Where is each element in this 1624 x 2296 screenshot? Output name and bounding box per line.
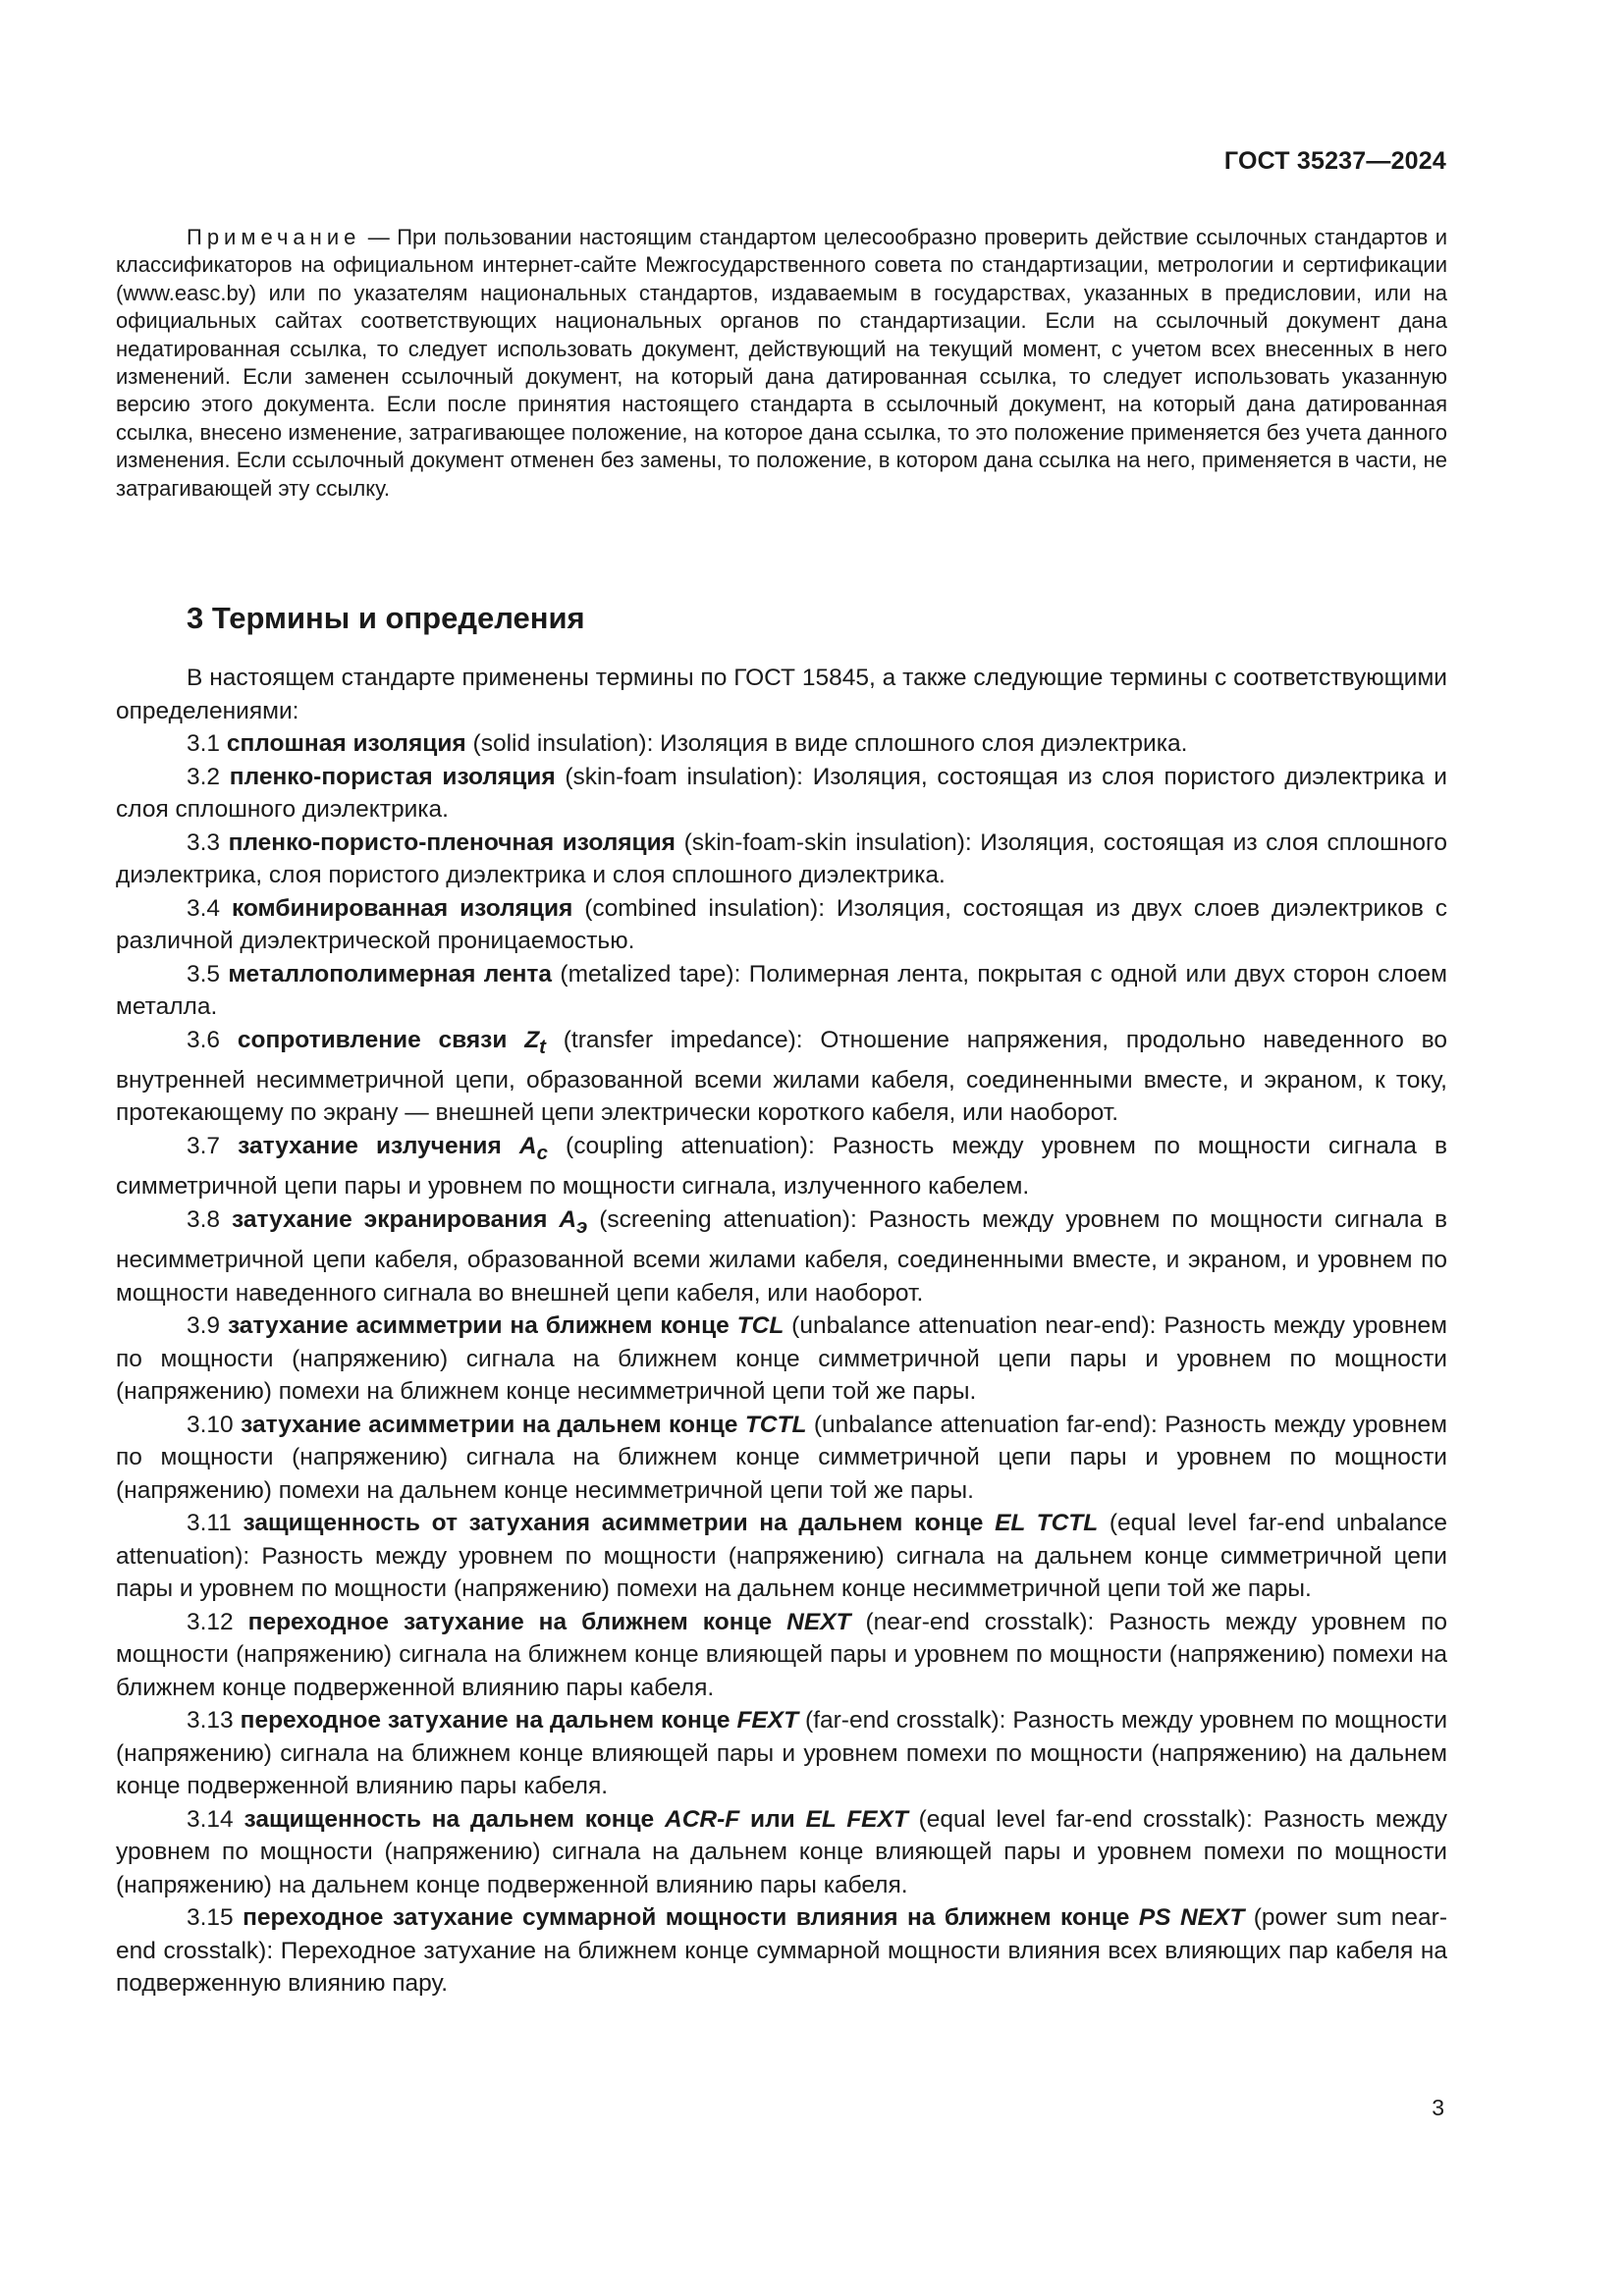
- term-3-9: [116, 1309, 1447, 1409]
- term-number: 3.14: [187, 1805, 234, 1833]
- term-number: 3.9: [187, 1312, 221, 1340]
- term-definition: : Полимерная лента, покрытая с одной или двух сторон слоем металла.: [116, 960, 1448, 1020]
- term-english: (skin-foam-skin insulation): [683, 828, 965, 856]
- term-symbol: Z: [524, 1026, 540, 1053]
- term-definition: : Разность между уровнем по мощности (напряжению) сигнала на дальнем конце влияющей пары и уровнем помехи по мощности (напряжению) на дальнем конце подверженной влиянию пары кабеля.: [116, 1805, 1448, 1898]
- term-english: (screening attenuation): [599, 1205, 850, 1233]
- term-symbol-subscript: э: [576, 1215, 588, 1238]
- term-english: (equal level far-end unbalance attenuation): [116, 1510, 1448, 1570]
- term-3-4: [116, 892, 1447, 958]
- term-3-12: [116, 1606, 1447, 1705]
- term-name: пленко-пористо-пленочная изоляция: [228, 828, 676, 856]
- term-english: (unbalance attenuation near-end): [791, 1312, 1150, 1340]
- term-3-13: [116, 1704, 1447, 1803]
- term-name: сопротивление связи: [237, 1026, 508, 1053]
- term-3-1: [116, 727, 1447, 761]
- term-definition: : Изоляция, состоящая из слоя сплошного диэлектрика, слоя пористого диэлектрика и слоя сплошного диэлектрика.: [116, 828, 1448, 888]
- term-symbol: NEXT: [786, 1608, 851, 1635]
- term-definition: : Разность между уровнем по мощности (напряжению) сигнала на ближнем конце влияющей пары и уровнем помехи по мощности (напряжению) на дальнем конце подверженной влиянию пары кабеля.: [116, 1707, 1448, 1800]
- term-english: (unbalance attenuation far-end): [813, 1411, 1152, 1438]
- term-english: (far-end crosstalk): [805, 1707, 1000, 1735]
- term-symbol: A: [559, 1205, 577, 1233]
- term-english: (transfer impedance): [563, 1026, 796, 1053]
- term-symbol: A: [518, 1132, 537, 1159]
- term-3-8: [116, 1203, 1447, 1309]
- term-number: 3.11: [187, 1510, 232, 1537]
- term-english: (metalized tape): [560, 960, 734, 988]
- term-name: затухание экранирования: [232, 1205, 548, 1233]
- term-name: переходное затухание суммарной мощности влияния на ближнем конце: [243, 1904, 1130, 1932]
- term-symbol: FEXT: [736, 1707, 799, 1735]
- term-name: защищенность от затухания асимметрии на дальнем конце: [243, 1510, 984, 1537]
- term-3-11: [116, 1507, 1447, 1606]
- term-3-6: [116, 1024, 1447, 1130]
- term-3-14: [116, 1803, 1447, 1902]
- term-number: 3.4: [187, 894, 221, 922]
- term-name: сплошная изоляция: [226, 730, 466, 757]
- term-symbol-alt: EL FEXT: [805, 1805, 908, 1833]
- term-name: металлополимерная лента: [228, 960, 553, 988]
- term-english: (combined insulation): [584, 894, 819, 922]
- term-number: 3.5: [187, 960, 221, 988]
- term-number: 3.12: [187, 1608, 234, 1635]
- term-name: затухание асимметрии на ближнем конце: [227, 1312, 730, 1340]
- term-name: переходное затухание на дальнем конце: [240, 1707, 731, 1735]
- term-number: 3.6: [187, 1026, 221, 1053]
- term-definition: : Отношение напряжения, продольно наведенного во внутренней несимметричной цепи, образованной всеми жилами кабеля, соединенными вместе, и экраном, к току, протекающему по экрану — внешней цепи электрически короткого кабеля, или наоборот.: [116, 1026, 1447, 1127]
- term-number: 3.7: [187, 1132, 221, 1159]
- term-symbol-subscript: c: [536, 1142, 548, 1164]
- term-number: 3.8: [187, 1205, 221, 1233]
- page-number: 3: [1432, 2095, 1444, 2120]
- term-number: 3.10: [187, 1411, 234, 1438]
- document-header: ГОСТ 35237—2024: [1223, 147, 1446, 175]
- term-definition: : Разность между уровнем по мощности (напряжению) сигнала на ближнем конце симметричной цепи пары и уровнем по мощности (напряжению) помехи на дальнем конце несимметричной цепи той же пары.: [116, 1411, 1447, 1504]
- term-symbol: EL TCTL: [995, 1510, 1099, 1537]
- term-number: 3.1: [187, 730, 221, 757]
- term-conjunction: или: [750, 1805, 795, 1833]
- section-intro: В настоящем стандарте применены термины по ГОСТ 15845, а также следующие термины с соответствующими определениями:: [116, 665, 1447, 724]
- term-name: переходное затухание на ближнем конце: [247, 1608, 773, 1635]
- term-3-15: [116, 1901, 1447, 2001]
- term-symbol: ACR-F: [665, 1805, 740, 1833]
- term-3-3: [116, 827, 1447, 892]
- term-3-5: [116, 958, 1447, 1024]
- term-symbol: TCTL: [744, 1411, 807, 1438]
- term-definition: : Изоляция, состоящая из слоя пористого диэлектрика и слоя сплошного диэлектрика.: [116, 763, 1447, 823]
- term-definition: : Разность между уровнем по мощности (напряжению) сигнала на ближнем конце влияющей пары и уровнем по мощности (напряжению) помехи на ближнем конце подверженной влиянию пары кабеля.: [116, 1608, 1448, 1701]
- term-english: (skin-foam insulation): [565, 763, 797, 790]
- term-english: (power sum near-end crosstalk): [116, 1904, 1447, 1964]
- term-english: (coupling attenuation: [566, 1132, 800, 1159]
- term-english: (near-end crosstalk): [865, 1608, 1088, 1635]
- term-3-10: [116, 1409, 1447, 1508]
- term-definition: : Изоляция, состоящая из двух слоев диэлектриков с различной диэлектрической проницаемостью.: [116, 894, 1448, 954]
- term-definition: : Переходное затухание на ближнем конце суммарной мощности влияния всех влияющих пар кабеля на подверженную влиянию пару.: [116, 1937, 1447, 1998]
- reference-note: [116, 224, 1447, 503]
- section-body: [116, 662, 1447, 2001]
- term-definition: : Разность между уровнем по мощности (напряжению) сигнала на дальнем конце симметричной цепи пары и уровнем по мощности (напряжению) помехи на дальнем конце несимметричной цепи той же пары.: [116, 1542, 1447, 1603]
- term-name: пленко-пористая изоляция: [229, 763, 556, 790]
- term-3-2: [116, 761, 1447, 827]
- term-name: затухание излучения: [238, 1132, 502, 1159]
- term-number: 3.2: [187, 763, 221, 790]
- term-symbol-subscript: t: [539, 1036, 546, 1058]
- note-text: — При пользовании настоящим стандартом целесообразно проверить действие ссылочных стандартов и классификаторов на официальном интернет-сайте Межгосударственного совета по стандартизации, метрологии и сертификации (www.easc.by) или по указателям национальных стандартов, издаваемым в государствах, указанных в предисловии, или на официальных сайтах соответствующих национальных органов по стандартизации. Если на ссылочный документ дана недатированная ссылка, то следует использовать документ, действующий на текущий момент, с учетом всех внесенных в него изменений. Если заменен ссылочный документ, на который дана датированная ссылка, то следует использовать указанную версию этого документа. Если после принятия настоящего стандарта в ссылочный документ, на который дана датированная ссылка, внесено изменение, затрагивающее положение, на которое дана ссылка, то это положение применяется без учета данного изменения. Если ссылочный документ отменен без замены, то положение, в котором дана ссылка на него, применяется в части, не затрагивающей эту ссылку.: [116, 225, 1447, 501]
- term-definition: : Изоляция в виде сплошного слоя диэлектрика.: [646, 730, 1188, 757]
- term-name: комбинированная изоляция: [231, 894, 573, 922]
- term-3-7: [116, 1130, 1447, 1203]
- term-number: 3.15: [187, 1904, 234, 1932]
- term-symbol: PS NEXT: [1138, 1904, 1245, 1932]
- term-definition: : Разность между уровнем по мощности сигнала в несимметричной цепи кабеля, образованной всеми жилами кабеля, соединенными вместе, и экраном, и уровнем по мощности наведенного сигнала во внешней цепи кабеля, или наоборот.: [116, 1205, 1447, 1307]
- term-number: 3.13: [187, 1707, 234, 1735]
- term-definition: ): Разность между уровнем по мощности сигнала в симметричной цепи пары и уровнем по мощности сигнала, излученного кабелем.: [116, 1132, 1447, 1201]
- term-english: (equal level far-end crosstalk): [918, 1805, 1246, 1833]
- section-title: 3 Термины и определения: [187, 601, 585, 635]
- term-english: (solid insulation): [472, 730, 647, 757]
- term-name: затухание асимметрии на дальнем конце: [241, 1411, 738, 1438]
- term-symbol: TCL: [736, 1312, 785, 1340]
- term-name: защищенность на дальнем конце: [244, 1805, 655, 1833]
- term-number: 3.3: [187, 828, 221, 856]
- note-label: Примечание: [187, 225, 361, 249]
- term-definition: : Разность между уровнем по мощности (напряжению) сигнала на ближнем конце симметричной цепи пары и уровнем по мощности (напряжению) помехи на ближнем конце несимметричной цепи той же пары.: [116, 1312, 1447, 1406]
